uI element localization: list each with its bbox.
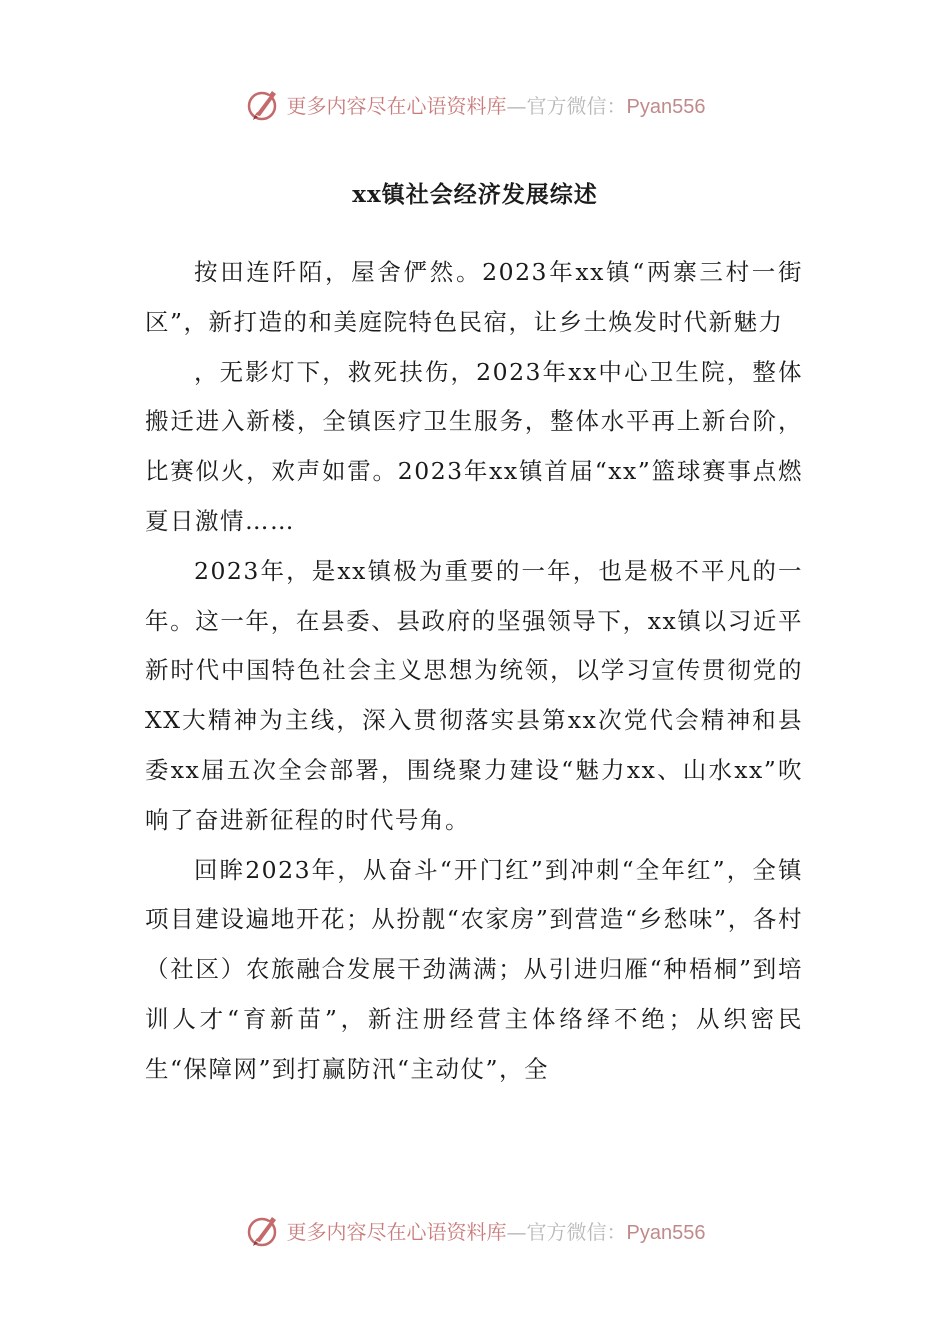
document-title: xx镇社会经济发展综述 bbox=[352, 181, 598, 208]
slogan-main-text: 更多内容尽在心语资料库 bbox=[286, 93, 507, 118]
quill-pen-icon bbox=[245, 85, 283, 123]
quill-pen-icon bbox=[245, 1211, 283, 1249]
document-body bbox=[145, 248, 803, 1095]
slogan-separator: — bbox=[506, 93, 527, 118]
wechat-id: Pyan556 bbox=[626, 95, 706, 118]
paragraph-1: 按田连阡陌，屋舍俨然。2023年xx镇“两寨三村一街区”，新打造的和美庭院特色民宿，让乡土焕发时代新魅力 bbox=[145, 258, 803, 336]
slogan-main-text: 更多内容尽在心语资料库 bbox=[286, 1219, 507, 1244]
wechat-label: 官方微信： bbox=[526, 1219, 627, 1244]
wechat-id: Pyan556 bbox=[626, 1221, 706, 1244]
slogan-separator: — bbox=[506, 1219, 527, 1244]
footer-banner bbox=[0, 1208, 950, 1252]
paragraph-2: ，无影灯下，救死扶伤，2023年xx中心卫生院，整体搬迁进入新楼，全镇医疗卫生服务，整体水平再上新台阶，比赛似火，欢声如雷。2023年xx镇首届“xx”篮球赛事点燃夏日激情…… bbox=[145, 357, 803, 535]
banner-slogan bbox=[287, 1216, 706, 1245]
paragraph-4: 回眸2023年，从奋斗“开门红”到冲刺“全年红”，全镇项目建设遍地开花；从扮靓“农家房”到营造“乡愁味”，各村（社区）农旅融合发展干劲满满；从引进归雁“种梧桐”到培训人才“育新苗”，新注册经营主体络绎不绝；从织密民生“保障网”到打赢防汛“主动仗”，全 bbox=[145, 855, 803, 1083]
header-banner bbox=[0, 82, 950, 126]
paragraph-3: 2023年，是xx镇极为重要的一年，也是极不平凡的一年。这一年，在县委、县政府的坚强领导下，xx镇以习近平新时代中国特色社会主义思想为统领，以学习宣传贯彻党的XX大精神为主线，深入贯彻落实县第xx次党代会精神和县委xx届五次全会部署，围绕聚力建设“魅力xx、山水xx”吹响了奋进新征程的时代号角。 bbox=[145, 556, 803, 834]
wechat-label: 官方微信： bbox=[526, 93, 627, 118]
banner-slogan bbox=[287, 90, 706, 119]
